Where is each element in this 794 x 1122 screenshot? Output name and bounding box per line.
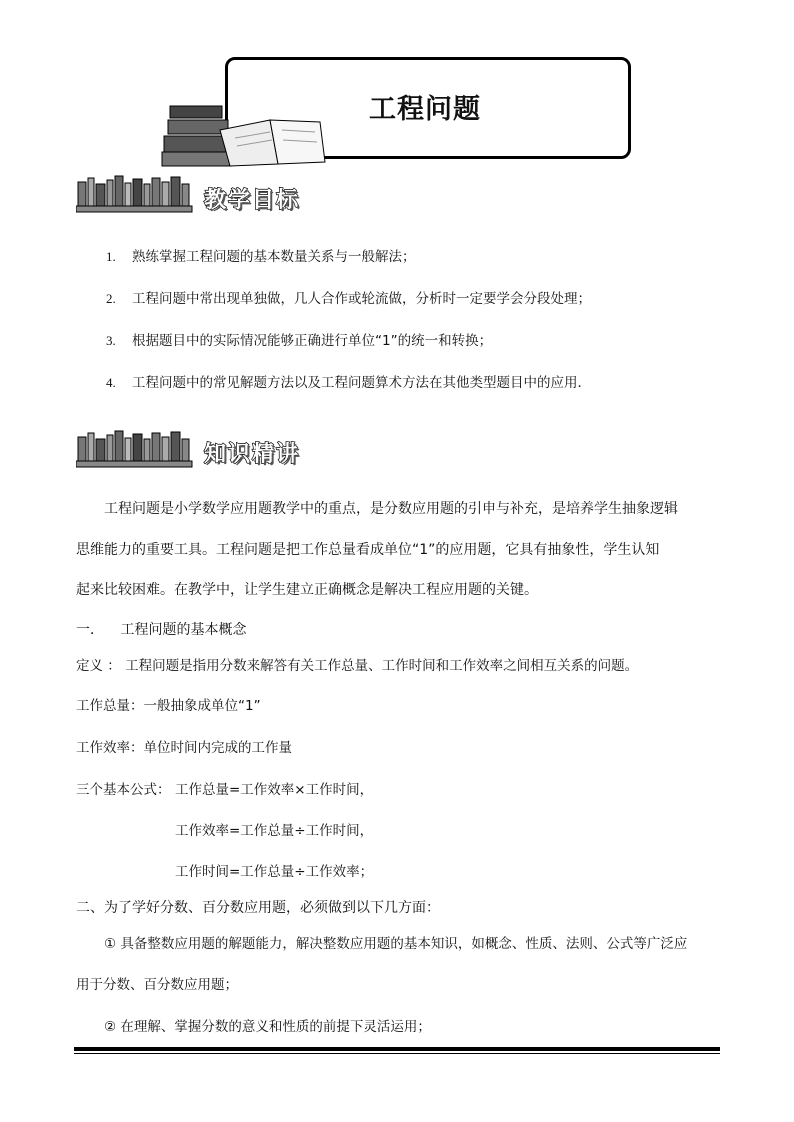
section-title-knowledge: 知识精讲 bbox=[204, 442, 301, 467]
bookshelf-icon bbox=[76, 429, 194, 469]
intro-line: 起来比较困难。在教学中，让学生建立正确概念是解决工程应用题的关键。 bbox=[76, 582, 538, 598]
bookshelf-icon bbox=[76, 174, 194, 214]
formula-line: 工作效率=工作总量÷工作时间， bbox=[175, 823, 374, 839]
part2-item-line: 用于分数、百分数应用题； bbox=[76, 977, 238, 993]
goal-item bbox=[106, 248, 416, 266]
formula-line: 工作时间=工作总量÷工作效率； bbox=[175, 864, 374, 880]
section-title-goals: 教学目标 bbox=[204, 188, 301, 213]
part2-heading: 二、为了学好分数、百分数应用题，必须做到以下几方面： bbox=[76, 900, 440, 916]
goal-item bbox=[106, 332, 492, 350]
page-title: 工程问题 bbox=[369, 94, 481, 125]
goal-number: 4. bbox=[106, 375, 116, 390]
part2-item-line: ① 具备整数应用题的解题能力，解决整数应用题的基本知识，如概念、性质、法则、公式等广泛应 bbox=[104, 936, 688, 952]
footer-rule-thick bbox=[74, 1047, 720, 1051]
books-illustration bbox=[160, 100, 340, 170]
goal-text: 根据题目中的实际情况能够正确进行单位“1”的统一和转换； bbox=[132, 333, 493, 349]
heading-text: 工程问题的基本概念 bbox=[120, 622, 247, 638]
work-efficiency-line: 工作效率：单位时间内完成的工作量 bbox=[76, 740, 292, 756]
intro-line: 思维能力的重要工具。工程问题是把工作总量看成单位“1”的应用题，它具有抽象性，学生认知 bbox=[76, 542, 660, 558]
goal-number: 3. bbox=[106, 333, 116, 348]
work-total-line: 工作总量：一般抽象成单位“1” bbox=[76, 698, 261, 714]
formula-line: 工作总量=工作效率×工作时间， bbox=[175, 782, 374, 798]
goal-text: 熟练掌握工程问题的基本数量关系与一般解法； bbox=[132, 249, 416, 265]
concept-heading bbox=[76, 620, 246, 640]
formulas-label: 三个基本公式： bbox=[76, 782, 171, 798]
footer-rule-thin bbox=[74, 1053, 720, 1054]
goal-item bbox=[106, 290, 591, 308]
intro-line: 工程问题是小学数学应用题教学中的重点，是分数应用题的引申与补充，是培养学生抽象逻辑 bbox=[104, 501, 678, 517]
heading-number: 一． bbox=[76, 622, 104, 638]
goal-number: 1. bbox=[106, 249, 116, 264]
goal-text: 工程问题中的常见解题方法以及工程问题算术方法在其他类型题目中的应用． bbox=[132, 375, 591, 391]
definition-line: 定义 ： 工程问题是指用分数来解答有关工作总量、工作时间和工作效率之间相互关系的问题。 bbox=[76, 658, 639, 674]
goal-item bbox=[106, 374, 591, 392]
goal-text: 工程问题中常出现单独做，几人合作或轮流做，分析时一定要学会分段处理； bbox=[132, 291, 591, 307]
part2-item-line: ② 在理解、掌握分数的意义和性质的前提下灵活运用； bbox=[104, 1019, 431, 1035]
goal-number: 2. bbox=[106, 291, 116, 306]
